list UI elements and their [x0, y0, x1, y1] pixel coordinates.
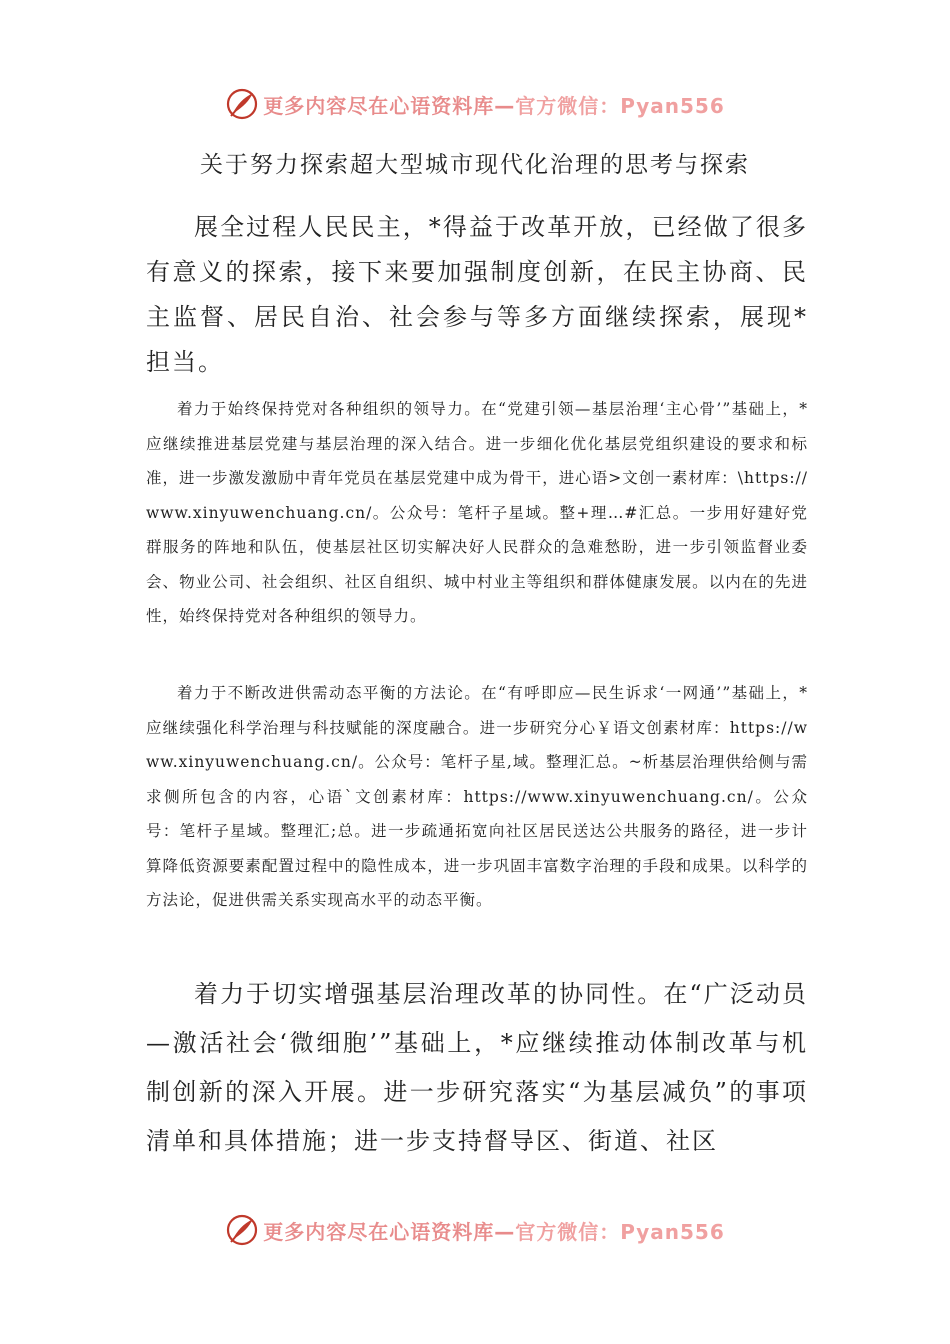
paragraph-2: 着力于始终保持党对各种组织的领导力。在“党建引领—基层治理‘主心骨’”基础上，*应继续推进基层党建与基层治理的深入结合。进一步细化优化基层党组织建设的要求和标准，进一步激发激励中青年党员在基层党建中成为骨干，进心语>文创一素材库：\https://www.xinyuwenchuang.cn/。公众号：笔杆子星域。整+理…#汇总。一步用好建好党群服务的阵地和队伍，使基层社区切实解决好人民群众的急难愁盼，进一步引领监督业委会、物业公司、社会组织、社区自组织、城中村业主等组织和群体健康发展。以内在的先进性，始终保持党对各种组织的领导力。 [146, 400, 808, 625]
quill-logo-icon [225, 87, 259, 121]
header-banner [0, 84, 950, 124]
paragraph-4: 着力于切实增强基层治理改革的协同性。在“广泛动员—激活社会‘微细胞’”基础上，*应继续推动体制改革与机制创新的深入开展。进一步研究落实“为基层减负”的事项清单和具体措施；进一步支持督导区、街道、社区 [146, 980, 808, 1155]
banner-dash: — [494, 93, 516, 118]
banner-wechat-id: Pyan556 [620, 93, 725, 118]
quill-logo-icon [225, 1213, 259, 1247]
banner-wechat-label: 官方微信： [515, 1219, 621, 1244]
paragraph-1: 展全过程人民民主，*得益于改革开放，已经做了很多有意义的探索，接下来要加强制度创新，在民主协商、民主监督、居民自治、社会参与等多方面继续探索，展现*担当。 [146, 213, 808, 376]
document-title: 关于努力探索超大型城市现代化治理的思考与探索 [200, 152, 750, 178]
banner-wechat-id: Pyan556 [620, 1219, 725, 1244]
banner-dash: — [494, 1219, 516, 1244]
footer-banner [0, 1210, 950, 1250]
banner-text [263, 90, 725, 119]
paragraph-3: 着力于不断改进供需动态平衡的方法论。在“有呼即应—民生诉求‘一网通’”基础上，*应继续强化科学治理与科技赋能的深度融合。进一步研究分心￥语文创素材库：https://www.xinyuwenchuang.cn/。公众号：笔杆子星,域。整理汇总。~析基层治理供给侧与需求侧所包含的内容，心语`文创素材库：https://www.xinyuwenchuang.cn/。公众号：笔杆子星域。整理汇;总。进一步疏通拓宽向社区居民送达公共服务的路径，进一步计算降低资源要素配置过程中的隐性成本，进一步巩固丰富数字治理的手段和成果。以科学的方法论，促进供需关系实现高水平的动态平衡。 [146, 684, 808, 909]
banner-text [263, 1216, 725, 1245]
banner-site-name: 更多内容尽在心语资料库 [263, 93, 495, 118]
banner-site-name: 更多内容尽在心语资料库 [263, 1219, 495, 1244]
banner-wechat-label: 官方微信： [515, 93, 621, 118]
